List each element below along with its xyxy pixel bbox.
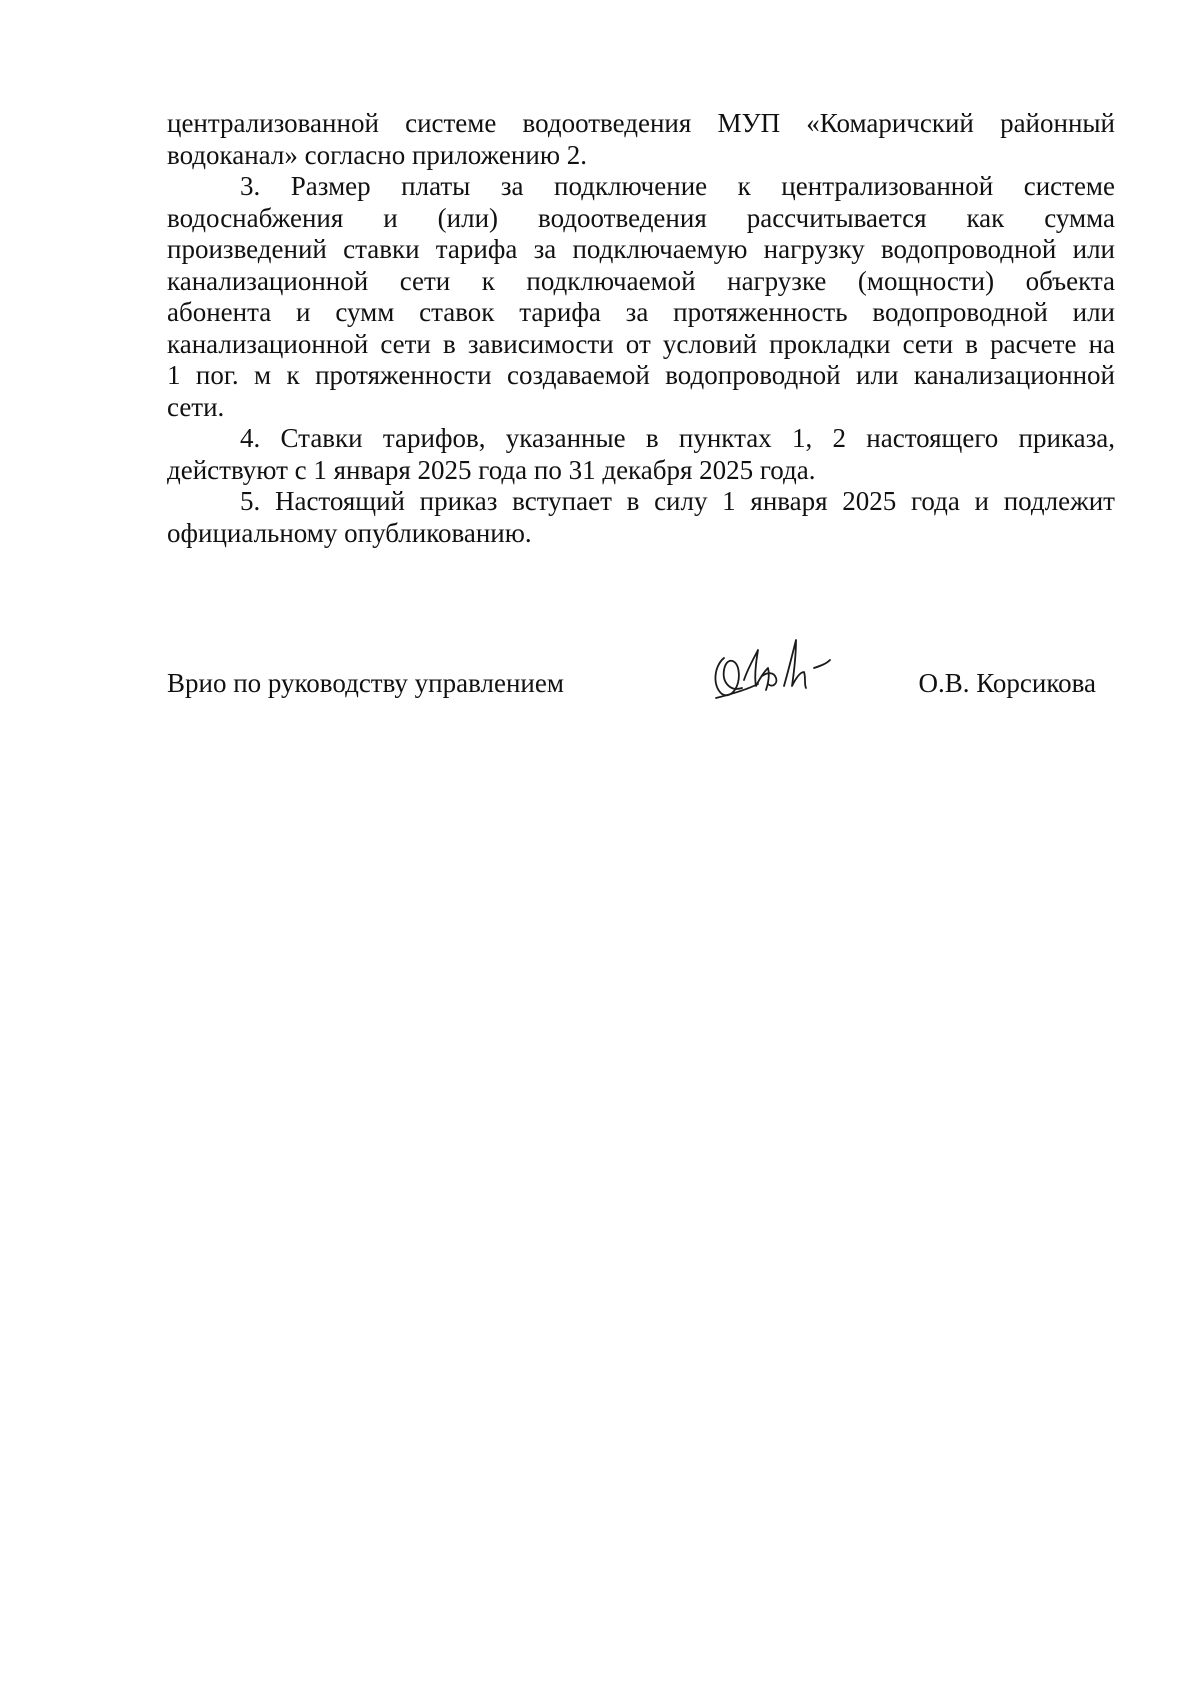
text-line: водоснабжения и (или) водоотведения рассчитывается как сумма [167, 202, 1115, 233]
text-line: канализационной сети к подключаемой нагрузке (мощности) объекта [167, 265, 1115, 296]
text-line: сети. [167, 391, 225, 422]
text-line: водоканал» согласно приложению 2. [167, 139, 587, 170]
text-line: 5. Настоящий приказ вступает в силу 1 января 2025 года и подлежит [240, 486, 1115, 516]
signature-block [167, 628, 1115, 718]
paragraph-item-5 [167, 486, 1115, 549]
handwritten-signature [702, 628, 852, 708]
text-line: 1 пог. м к протяженности создаваемой водопроводной или канализационной [167, 360, 1115, 390]
paragraph-item-3 [167, 171, 1115, 423]
text-line: централизованной системе водоотведения МУП «Комаричский районный [167, 108, 1115, 138]
paragraph-item-4 [167, 423, 1115, 486]
text-line: официальному опубликованию. [167, 517, 532, 548]
paragraph-continuation [167, 108, 1115, 171]
text-line: 3. Размер платы за подключение к централизованной системе [240, 171, 1115, 201]
text-line: действуют с 1 января 2025 года по 31 декабря 2025 года. [167, 454, 816, 485]
document-body [167, 108, 1115, 549]
text-line: канализационной сети в зависимости от условий прокладки сети в расчете на [167, 328, 1115, 359]
text-line: произведений ставки тарифа за подключаемую нагрузку водопроводной или [167, 234, 1115, 264]
text-line: 4. Ставки тарифов, указанные в пунктах 1, 2 настоящего приказа, [240, 423, 1115, 453]
signatory-position: Врио по руководству управлением [167, 668, 564, 698]
signatory-name: О.В. Корсикова [918, 668, 1096, 698]
text-line: абонента и сумм ставок тарифа за протяженность водопроводной или [167, 297, 1115, 327]
